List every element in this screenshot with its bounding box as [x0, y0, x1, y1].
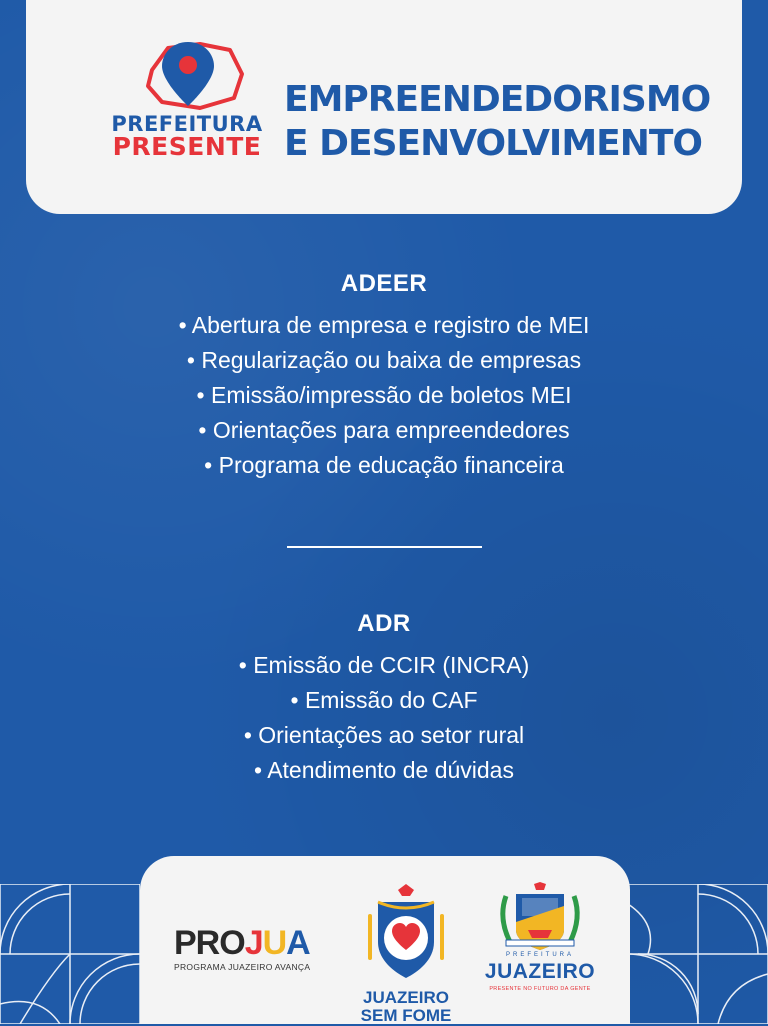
projua-logo	[174, 926, 330, 972]
title-line-2: E DESENVOLVIMENTO	[284, 123, 703, 164]
heart-icon	[352, 884, 460, 984]
prefeitura-juazeiro-logo	[476, 882, 604, 1024]
juazeiro-sem-fome-logo	[352, 884, 460, 1024]
page-title	[284, 78, 754, 166]
brand-line-2: PRESENTE	[112, 132, 262, 161]
juazeiro-name: JUAZEIRO	[484, 960, 596, 983]
list-item: • Atendimento de dúvidas	[254, 757, 514, 783]
list-item: • Orientações para empreendedores	[198, 417, 570, 443]
list-item: • Emissão de CCIR (INCRA)	[238, 652, 530, 678]
list-item: • Programa de educação financeira	[204, 452, 564, 478]
juazeiro-tagline: PRESENTE NO FUTURO DA GENTE	[489, 986, 591, 992]
sem-fome-line-1: JUAZEIRO	[363, 988, 449, 1007]
map-pin-icon	[138, 40, 248, 112]
section-adeer	[0, 270, 768, 483]
section-heading: ADR	[357, 610, 411, 637]
juazeiro-prefeitura: PREFEITURA	[505, 952, 574, 958]
footer-card	[140, 856, 630, 1024]
section-heading: ADEER	[340, 270, 428, 297]
projua-j: J	[244, 924, 263, 962]
projua-a: A	[286, 924, 310, 962]
list-item: • Orientações ao setor rural	[243, 722, 525, 748]
list-item: • Abertura de empresa e registro de MEI	[178, 312, 590, 338]
brand-line-1: PREFEITURA	[111, 112, 263, 136]
decorative-pattern-left	[0, 884, 140, 1024]
projua-u: U	[262, 924, 287, 962]
section-adr	[0, 610, 768, 788]
header-card	[26, 0, 742, 214]
list-item: • Regularização ou baixa de empresas	[186, 347, 582, 373]
coat-of-arms-icon	[476, 882, 604, 952]
projua-wordmark	[174, 926, 330, 960]
service-list	[0, 308, 768, 483]
list-item: • Emissão do CAF	[290, 687, 478, 713]
service-list	[0, 648, 768, 788]
prefeitura-presente-logo	[104, 40, 270, 160]
title-line-1: EMPREENDEDORISMO	[284, 79, 711, 120]
decorative-pattern-right	[628, 884, 768, 1024]
divider	[287, 546, 482, 548]
sem-fome-line-2: SEM FOME	[360, 1006, 452, 1025]
projua-subtitle: PROGRAMA JUAZEIRO AVANÇA	[174, 962, 311, 972]
list-item: • Emissão/impressão de boletos MEI	[196, 382, 572, 408]
projua-pro: PRO	[174, 924, 245, 962]
